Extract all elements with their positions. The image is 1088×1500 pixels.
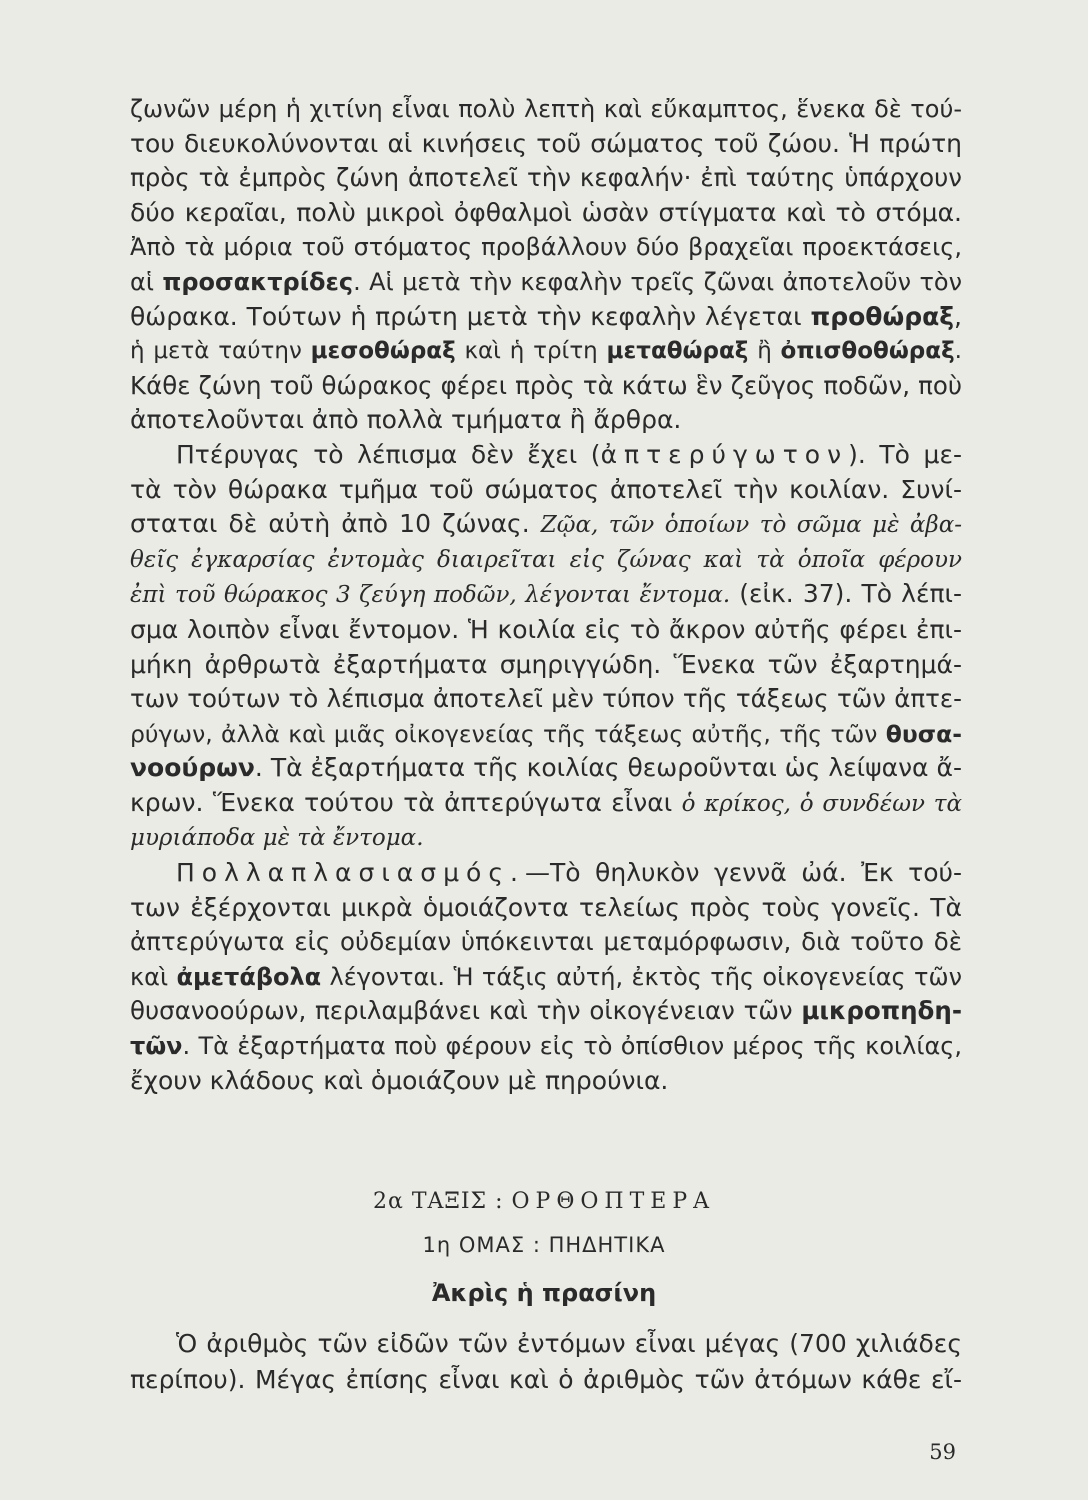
order-heading bbox=[0, 1189, 1088, 1214]
order-name: ΟΡΘΟΠΤΕΡΑ bbox=[511, 1189, 716, 1214]
text-line: των ἐξέρχονται μικρὰ ὁμοιάζοντα τελείως πρὸς τοὺς γονεῖς. Τὰ bbox=[130, 892, 962, 922]
text-line: ἔχουν κλάδους καὶ ὁμοιάζουν μὲ πηρούνια. bbox=[130, 1065, 669, 1095]
term-mikropidhton: μικροπηδη- bbox=[801, 996, 962, 1026]
text-run: ). Τὸ με- bbox=[848, 439, 962, 469]
text-run: θυσανοούρων, περιλαμβάνει καὶ τὴν οἰκογένειαν τῶν bbox=[130, 996, 802, 1026]
text-line: πρὸς τὰ ἐμπρὸς ζώνη ἀποτελεῖ τὴν κεφαλήν· ἐπὶ ταύτης ὑπάρχουν bbox=[130, 163, 962, 193]
text-run: . Τὰ ἐξαρτήματα ποὺ φέρουν εἰς τὸ ὀπίσθιον μέρος τῆς κοιλίας, bbox=[182, 1032, 962, 1061]
text-line bbox=[130, 300, 962, 335]
italic-phrase: ὁ κρίκος, ὁ συνδέων τὰ bbox=[681, 790, 962, 817]
text-run: —Τὸ θηλυκὸν γεννᾶ ὠά. Ἐκ τού- bbox=[524, 858, 962, 888]
text-line: Ὁ ἀριθμὸς τῶν εἰδῶν τῶν ἐντόμων εἶναι μέγας (700 χιλιάδες bbox=[176, 1329, 962, 1358]
term-thysanouron-cont: νοούρων bbox=[130, 753, 255, 783]
italic-definition: ἐπὶ τοῦ θώρακος 3 ζεύγη ποδῶν, λέγονται ἔντομα. bbox=[130, 582, 731, 609]
order-prefix: 2α ΤΑΞΙΣ : bbox=[372, 1189, 512, 1214]
text-line bbox=[130, 856, 962, 891]
text-run: θώρακα. Τούτων ἡ πρώτη μετὰ τὴν κεφαλὴν λέγεται bbox=[130, 301, 811, 331]
body-text bbox=[130, 92, 962, 1098]
text-line: του διευκολύνονται αἱ κινήσεις τοῦ σώματος τοῦ ζώου. Ἡ πρώτη bbox=[130, 128, 962, 158]
text-line bbox=[130, 334, 962, 369]
text-line bbox=[130, 1029, 962, 1064]
text-run: καὶ bbox=[130, 962, 177, 991]
text-run: κρων. Ἕνεκα τούτου τὰ ἀπτερύγωτα εἶναι bbox=[130, 787, 682, 817]
term-ametavola: ἀμετάβολα bbox=[176, 962, 322, 991]
italic-phrase: μυριάποδα μὲ τὰ ἔντομα. bbox=[130, 825, 424, 852]
text-run: . bbox=[954, 338, 962, 365]
italic-definition: θεῖς ἐγκαρσίας ἐντομὰς διαιρεῖται εἰς ζώνας καὶ τὰ ὁποῖα φέρουν bbox=[130, 546, 962, 573]
text-line bbox=[130, 507, 962, 543]
text-run: Πτέρυγας τὸ λέπισμα δὲν ἔχει ( bbox=[176, 439, 601, 469]
text-line: Ἀπὸ τὰ μόρια τοῦ στόματος προβάλλουν δύο βραχεῖαι προεκτάσεις, bbox=[130, 233, 962, 262]
text-run: , bbox=[954, 301, 962, 331]
term-mikropidhton-cont: τῶν bbox=[130, 1032, 183, 1061]
section-term-reproduction: Πολλαπλασιασμός. bbox=[176, 858, 525, 888]
text-line bbox=[130, 786, 962, 822]
text-run: σταται δὲ αὐτὴ ἀπὸ 10 ζώνας. bbox=[130, 509, 541, 539]
text-line: δύο κεραῖαι, πολὺ μικροὶ ὀφθαλμοὶ ὡσὰν στίγματα καὶ τὸ στόμα. bbox=[130, 197, 962, 227]
term-opisthothorax: ὀπισθοθώραξ bbox=[780, 338, 955, 365]
text-line: σμα λοιπὸν εἶναι ἔντομον. Ἡ κοιλία εἰς τὸ ἄκρον αὐτῆς φέρει ἐπι- bbox=[130, 614, 962, 644]
text-run: καὶ ἡ τρίτη bbox=[455, 338, 607, 365]
text-line: μήκη ἀρθρωτὰ ἐξαρτήματα σμηριγγώδη. Ἕνεκα τῶν ἐξαρτημά- bbox=[130, 649, 962, 679]
text-line: των τούτων τὸ λέπισμα ἀποτελεῖ μὲν τύπον τῆς τάξεως τῶν ἀπτε- bbox=[130, 684, 962, 714]
body-text-2 bbox=[130, 1326, 962, 1398]
text-line bbox=[130, 994, 962, 1029]
term-mesothorax: μεσοθώραξ bbox=[310, 338, 456, 365]
text-run: λέγονται. Ἡ τάξις αὐτή, ἐκτὸς τῆς οἰκογενείας τῶν bbox=[321, 962, 962, 991]
italic-definition: Ζῷα, τῶν ὁποίων τὸ σῶμα μὲ ἀβα- bbox=[540, 512, 962, 539]
text-line: ζωνῶν μέρη ἡ χιτίνη εἶναι πολὺ λεπτὴ καὶ εὔκαμπτος, ἕνεκα δὲ τού- bbox=[130, 95, 962, 123]
page-number: 59 bbox=[929, 1440, 956, 1464]
text-run: ἢ bbox=[748, 338, 781, 365]
term-prothorax: προθώραξ bbox=[810, 301, 955, 331]
species-heading: Ἀκρὶς ἡ πρασίνη bbox=[431, 1279, 657, 1307]
text-line bbox=[130, 265, 962, 300]
term-prosaktrides: προσακτρίδες bbox=[162, 267, 354, 296]
text-line: ἀποτελοῦνται ἀπὸ πολλὰ τμήματα ἢ ἄρθρα. bbox=[130, 405, 682, 435]
term-thysanouron: θυσα- bbox=[885, 719, 962, 748]
text-line: ἀπτερύγωτα εἰς οὐδεμίαν ὑπόκεινται μεταμόρφωσιν, διὰ τοῦτο δὲ bbox=[130, 927, 962, 957]
text-run: . Τὰ ἐξαρτήματα τῆς κοιλίας θεωροῦνται ὡς λείψανα ἄ- bbox=[254, 753, 962, 783]
text-line bbox=[130, 751, 962, 786]
text-run: . Αἱ μετὰ τὴν κεφαλὴν τρεῖς ζῶναι ἀποτελοῦν τὸν bbox=[353, 267, 962, 296]
text-line: περίπου). Μέγας ἐπίσης εἶναι καὶ ὁ ἀριθμὸς τῶν ἀτόμων κάθε εἴ- bbox=[130, 1365, 962, 1394]
text-run: αἱ bbox=[130, 267, 163, 296]
text-line: Κάθε ζώνη τοῦ θώρακος φέρει πρὸς τὰ κάτω ἓν ζεῦγος ποδῶν, ποὺ bbox=[130, 370, 962, 400]
text-run: (εἰκ. 37). Τὸ λέπι- bbox=[730, 579, 962, 609]
text-line bbox=[130, 960, 962, 995]
text-line bbox=[130, 717, 962, 752]
group-heading: 1η ΟΜΑΣ : ΠΗΔΗΤΙΚΑ bbox=[422, 1233, 666, 1257]
text-line bbox=[130, 577, 962, 613]
term-metathorax: μεταθώραξ bbox=[606, 338, 749, 365]
text-run: ρύγων, ἀλλὰ καὶ μιᾶς οἰκογενείας τῆς τάξεως αὐτῆς, τῆς τῶν bbox=[130, 719, 886, 748]
text-run: ἡ μετὰ ταύτην bbox=[130, 338, 311, 365]
text-line bbox=[130, 438, 962, 473]
term-apterygoton: ἀπτερύγωτον bbox=[600, 439, 849, 469]
text-line: τὰ τὸν θώρακα τμῆμα τοῦ σώματος ἀποτελεῖ τὴν κοιλίαν. Συνί- bbox=[130, 474, 962, 504]
